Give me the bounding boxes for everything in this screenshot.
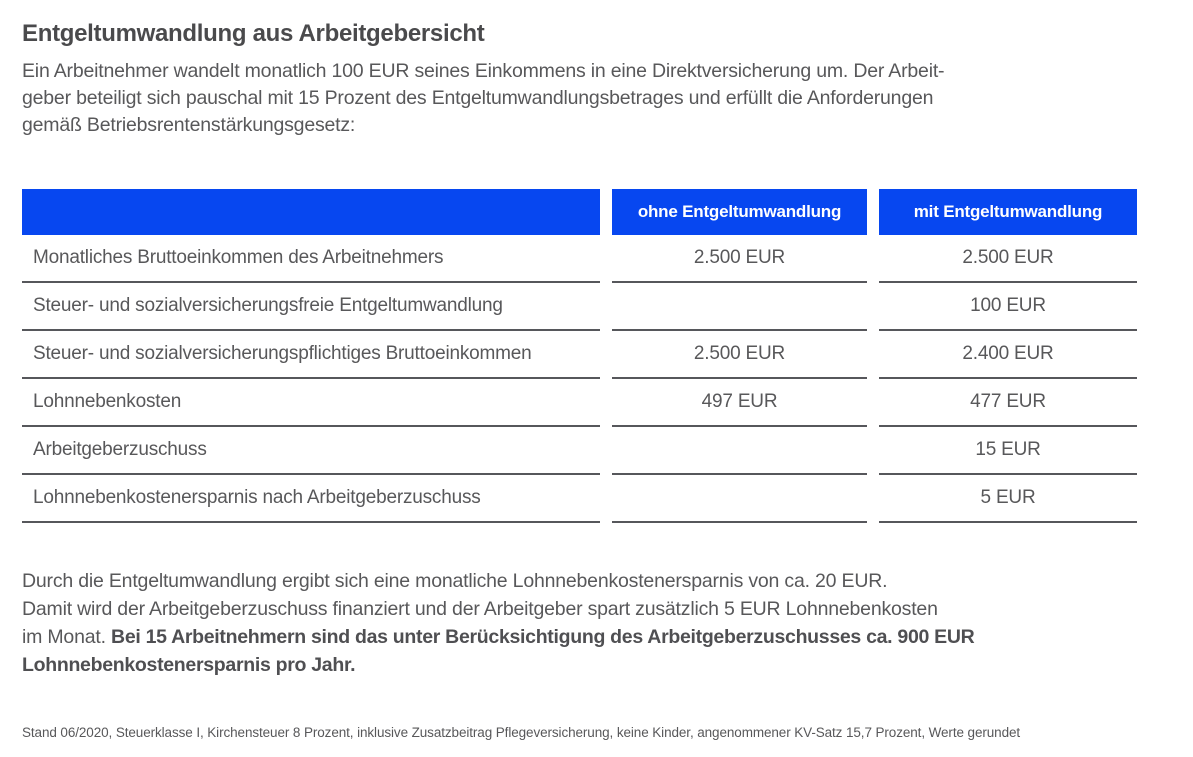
table-row [22,331,1137,379]
row-label: Lohnnebenkosten [22,379,600,427]
row-value-ohne: 497 EUR [612,379,867,427]
summary-text-bold: Bei 15 Arbeitnehmern sind das unter Berücksichtigung des Arbeitgeberzuschusses ca. 900 EUR [111,626,975,648]
summary-line: Damit wird der Arbeitgeberzuschuss finanziert und der Arbeitgeber spart zusätzlich 5 EUR Lohnnebenkosten [22,598,938,620]
summary-line [22,623,1171,651]
table-row [22,427,1137,475]
row-value-ohne [612,475,867,523]
row-value-ohne: 2.500 EUR [612,235,867,283]
summary-line [22,651,1171,679]
intro-paragraph [22,58,1171,139]
row-label: Arbeitgeberzuschuss [22,427,600,475]
table-header-row [22,189,1137,235]
row-label: Steuer- und sozialversicherungsfreie Entgeltumwandlung [22,283,600,331]
intro-line: geber beteiligt sich pauschal mit 15 Prozent des Entgeltumwandlungsbetrages und erfüllt die Anforderungen [22,87,934,109]
row-value-mit: 477 EUR [879,379,1137,427]
summary-text-bold: Lohnnebenkostenersparnis pro Jahr. [22,654,356,676]
table-header-ohne-entgeltumwandlung: ohne Entgeltumwandlung [612,189,867,235]
row-value-ohne [612,283,867,331]
summary-paragraph [22,567,1171,679]
table-row [22,235,1137,283]
intro-line: gemäß Betriebsrentenstärkungsgesetz: [22,114,356,136]
table-row [22,475,1137,523]
row-value-ohne: 2.500 EUR [612,331,867,379]
comparison-table [22,189,1137,523]
table-row [22,283,1137,331]
page-title: Entgeltumwandlung aus Arbeitgebersicht [22,20,485,47]
row-value-mit: 2.400 EUR [879,331,1137,379]
footnote-disclaimer: Stand 06/2020, Steuerklasse I, Kirchensteuer 8 Prozent, inklusive Zusatzbeitrag Pflegeversicherung, keine Kinder, angenommener KV-Satz 15,7 Prozent, Werte gerundet [22,725,1021,740]
table-header-mit-entgeltumwandlung: mit Entgeltumwandlung [879,189,1137,235]
row-value-mit: 2.500 EUR [879,235,1137,283]
row-value-mit: 5 EUR [879,475,1137,523]
summary-text-normal: im Monat. [22,626,106,648]
row-label: Lohnnebenkostenersparnis nach Arbeitgeberzuschuss [22,475,600,523]
table-header-empty [22,189,600,235]
row-label: Monatliches Bruttoeinkommen des Arbeitnehmers [22,235,600,283]
row-value-ohne [612,427,867,475]
row-value-mit: 100 EUR [879,283,1137,331]
summary-line: Durch die Entgeltumwandlung ergibt sich eine monatliche Lohnnebenkostenersparnis von ca. 20 EUR. [22,570,888,592]
row-label: Steuer- und sozialversicherungspflichtiges Bruttoeinkommen [22,331,600,379]
intro-line: Ein Arbeitnehmer wandelt monatlich 100 EUR seines Einkommens in eine Direktversicherung um. Der Arbeit- [22,60,945,82]
row-value-mit: 15 EUR [879,427,1137,475]
table-row [22,379,1137,427]
